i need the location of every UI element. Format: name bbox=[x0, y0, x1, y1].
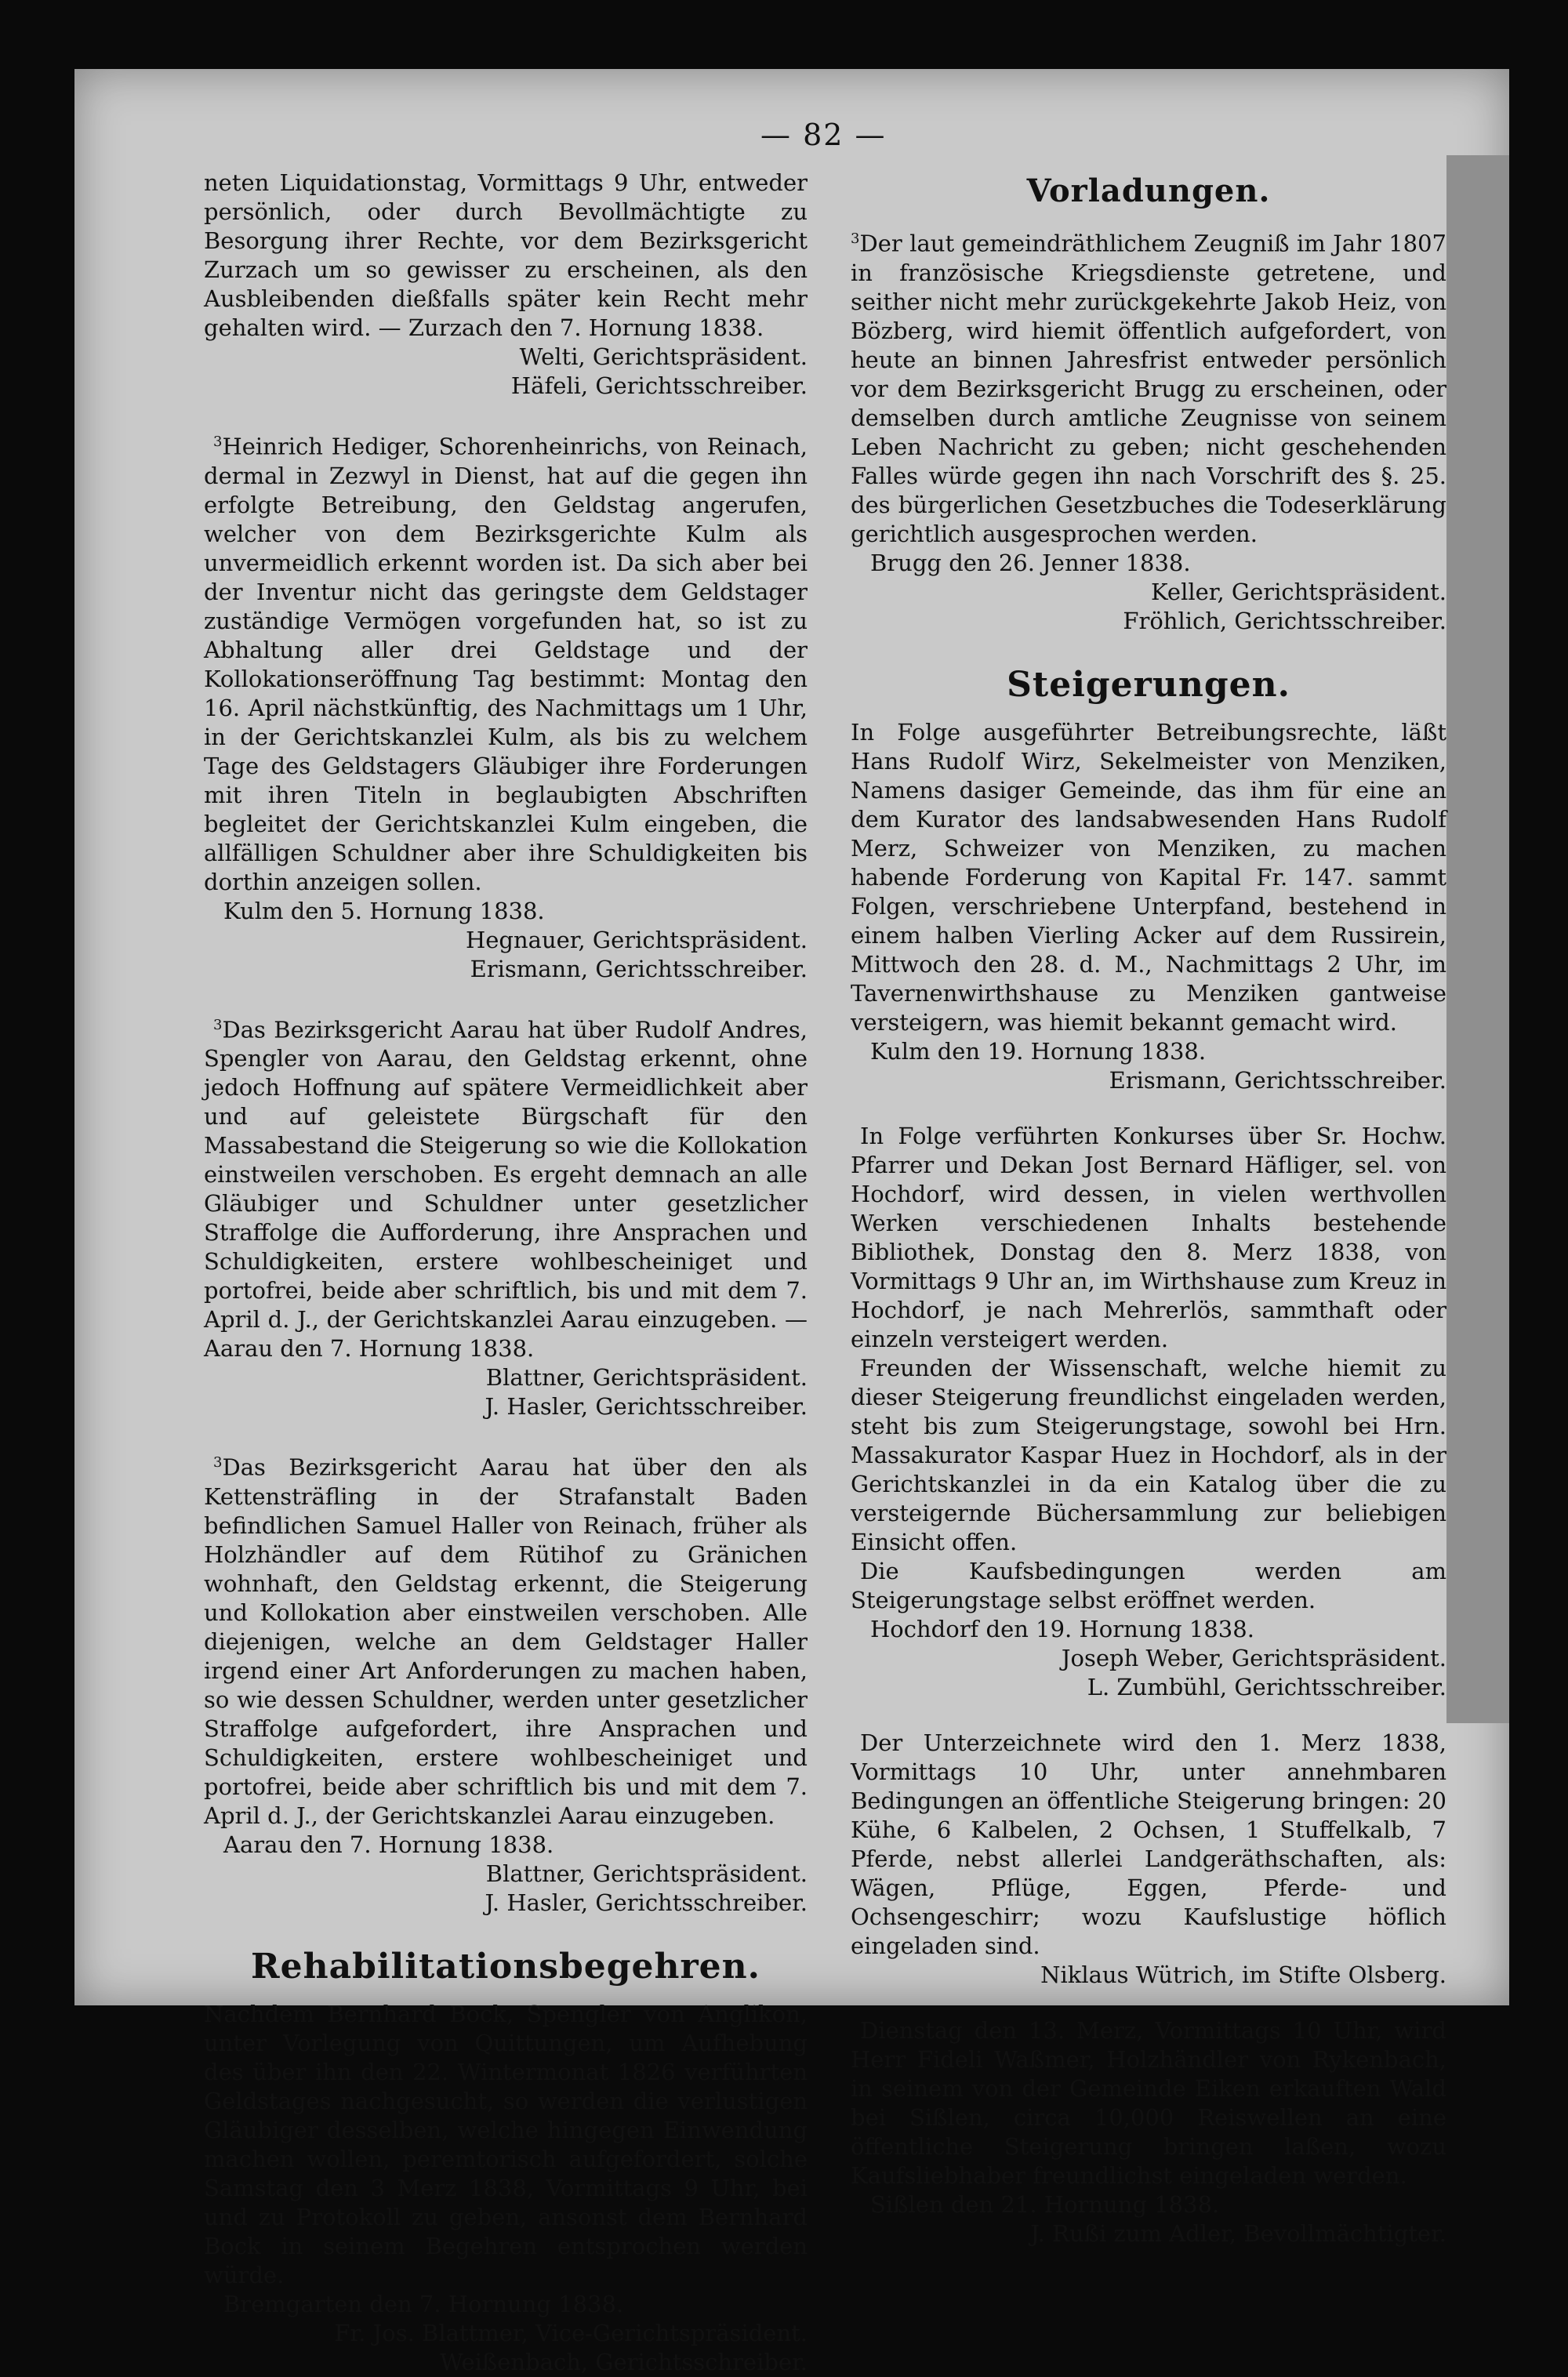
notice-date: Bremgarten den 7. Hornung 1838. bbox=[223, 2290, 624, 2317]
signature: J. Hasler, Gerichtsschreiber. bbox=[485, 1393, 808, 1421]
notice-mark: 3 bbox=[213, 434, 223, 450]
signature: L. Zumbühl, Gerichtsschreiber. bbox=[1087, 1673, 1446, 1700]
notice-haefliger-2: Freunden der Wissenschaft, welche hiemit zu dieser Steigerung freundlichst eingeladen werden, steht bis zum Steigerungstage, sowohl bei Hrn. Massakurator Kaspar Huez in Hochdorf, als in der Gerichtskanzlei in da ein Katalog über die zu versteigernde Büchersammlung zur beliebigen Einsicht offen. bbox=[851, 1354, 1446, 1555]
signature: Hegnauer, Gerichtspräsident. bbox=[465, 926, 808, 953]
notice-text: Der laut gemeindräthlichem Zeugniß im Jahr 1807 in französische Kriegsdienste getretene, und seither nicht mehr zurückgekehrte Jakob Heiz, von Bözberg, wird hiemit öffentlich aufgefordert, von heute an binnen Jahresfrist entweder persönlich vor dem Bezirksgericht Brugg zu erscheinen, oder demselben durch amtliche Zeugnisse von seinem Leben Nachricht zu geben; nicht geschehenden Falles würde gegen ihn nach Vorschrift des §. 25. des bürgerlichen Gesetzbuches die Todeserklärung gerichtlich ausgesprochen werden. bbox=[851, 230, 1446, 547]
notice-text: Heinrich Hediger, Schorenheinrichs, von Reinach, dermal in Zezwyl in Dienst, hat auf die gegen ihn erfolgte Betreibung, den Geldstag angerufen, welcher von dem Bezirksgerichte Kulm als unvermeidlich erkennt worden ist. Da sich aber bei der Inventur nicht das geringste dem Geldstager zuständige Vermögen vorgefunden hat, so ist zu Abhaltung aller drei Geldstage und der Kollokationseröffnung Tag bestimmt: Montag den 16. April nächstkünftig, des Nachmittags um 1 Uhr, in der Gerichtskanzlei Kulm, als bis zu welchem Tage des Geldstagers Gläubiger ihre Forderungen mit ihren Titeln in beglaubigten Abschriften begleitet der Gerichtskanzlei Kulm eingeben, die allfälligen Schuldner aber ihre Schuldigkeiten bis dorthin anzeigen sollen. bbox=[204, 433, 808, 895]
notice-haller bbox=[204, 1448, 808, 1831]
notice-continuation: neten Liquidationstag, Vormittags 9 Uhr, entweder persönlich, oder durch Bevollmächtigte zu Besorgung ihrer Rechte, vor dem Bezirksgericht Zurzach um so gewisser zu erscheinen, als den Ausbleibenden dießfalls später kein Recht mehr gehalten wird. — Zurzach den 7. Hornung 1838. bbox=[204, 169, 808, 341]
page-number: — 82 — bbox=[760, 118, 887, 152]
signature: J. Rußi zum Adler, Bevollmächtigter. bbox=[1030, 2219, 1446, 2247]
notice-haefliger-3: Die Kaufsbedingungen werden am Steigerungstage selbst eröffnet werden. bbox=[851, 1557, 1446, 1613]
left-column bbox=[204, 169, 808, 2377]
notice-hediger bbox=[204, 427, 808, 897]
signature: Welti, Gerichtspräsident. bbox=[519, 343, 808, 370]
signature: Erismann, Gerichtsschreiber. bbox=[470, 955, 808, 982]
signature: Blattner, Gerichtspräsident. bbox=[485, 1860, 808, 1887]
notice-wirz: In Folge ausgeführter Betreibungsrechte, läßt Hans Rudolf Wirz, Sekelmeister von Menziken, Namens dasiger Gemeinde, das ihm für eine an dem Kurator des landsabwesenden Hans Rudolf Merz, Schweizer von Menziken, zu machen habende Forderung von Kapital Fr. 147. sammt Folgen, verschriebene Unterpfand, bestehend in einem halben Vierling Acker auf dem Russirein, Mittwoch den 28. d. M., Nachmittags 2 Uhr, im Tavernenwirthshause zu Menziken gantweise versteigern, was hiemit bekannt gemacht wird. bbox=[851, 718, 1446, 1036]
signature: Weißenbach, Gerichtsschreiber. bbox=[440, 2348, 808, 2375]
notice-wassmer: Dienstag den 13. Merz, Vormittags 10 Uhr, wird Herr Fideli Waßmer, Holzhändler von Rykenbach, in seinem von der Gemeinde Eiken erkauften Wald bei Sißlen, circa 10,000 Reiswellen an eine öffentliche Steigerung bringen laßen, wozu Kaufsliebhaber freundlichst eingeladen werden. bbox=[851, 2016, 1446, 2189]
notice-mark: 3 bbox=[213, 1454, 223, 1472]
notice-date: Sißlen den 21. Hornung 1838. bbox=[870, 2190, 1220, 2218]
notice-text: Das Bezirksgericht Aarau hat über Rudolf Andres, Spengler von Aarau, den Geldstag erkennt, ohne jedoch Hoffnung auf spätere Vermeidlichkeit aber und auf geleistete Bürgschaft für den Massabestand die Steigerung so wie die Kollokation einstweilen verschoben. Es ergeht demnach an alle Gläubiger und Schuldner unter gesetzlicher Straffolge die Aufforderung, ihre Ansprachen und Schuldigkeiten, erstere wohlbescheiniget und portofrei, beide aber schriftlich, bis und mit dem 7. April d. J., der Gerichtskanzlei Aarau einzugeben. — Aarau den 7. Hornung 1838. bbox=[204, 1016, 808, 1363]
notice-mark: 3 bbox=[851, 230, 860, 247]
notice-date: Kulm den 5. Hornung 1838. bbox=[223, 897, 545, 924]
signature: Fr. Jos. Blattmer, Vice-Gerichtspräsident. bbox=[334, 2319, 808, 2346]
notice-mark: 3 bbox=[213, 1016, 223, 1033]
signature: Keller, Gerichtspräsident. bbox=[1151, 578, 1446, 605]
signature: Joseph Weber, Gerichtspräsident. bbox=[1061, 1644, 1446, 1671]
signature: Häfeli, Gerichtsschreiber. bbox=[510, 372, 808, 399]
signature: J. Hasler, Gerichtsschreiber. bbox=[485, 1889, 808, 1916]
notice-date: Brugg den 26. Jenner 1838. bbox=[870, 549, 1191, 576]
signature: Erismann, Gerichtsschreiber. bbox=[1109, 1066, 1446, 1094]
notice-date: Kulm den 19. Hornung 1838. bbox=[870, 1037, 1207, 1065]
right-column bbox=[851, 169, 1446, 2248]
notice-bock: Nachdem Bernhard Bock, Spengler von Anglikon, unter Vorlegung von Quittungen, um Aufhebung des über ihn den 22. Wintermonat 1826 verführten Geldstages nachgesucht, so werden die verlustigen Gläubiger desselben, welche hingegen Einwendung machen wollen, peremtorisch aufgefordert, solche Samstag den 3 Merz 1838, Vormittags 9 Uhr, bei und zu Protokoll zu geben, ansonst dem Bernhard Bock in seinem Begehren entsprochen werden würde. bbox=[204, 2000, 808, 2288]
notice-heiz bbox=[851, 224, 1446, 549]
section-heading-rehabilitation: Rehabilitationsbegehren. bbox=[251, 1946, 760, 1987]
notice-date: Hochdorf den 19. Hornung 1838. bbox=[870, 1615, 1254, 1642]
signature: Fröhlich, Gerichtsschreiber. bbox=[1123, 607, 1446, 634]
notice-date: Aarau den 7. Hornung 1838. bbox=[223, 1831, 554, 1858]
section-heading-steigerungen: Steigerungen. bbox=[1007, 664, 1290, 705]
notice-text: Das Bezirksgericht Aarau hat über den als Kettensträfling in der Strafanstalt Baden befindlichen Samuel Haller von Reinach, früher als Holzhändler auf dem Rütihof zu Gränichen wohnhaft, den Geldstag erkennt, die Steigerung und Kollokation aber einstweilen verschoben. Alle diejenigen, welche an dem Geldstager Haller irgend einer Art Anforderungen zu machen haben, so wie dessen Schuldner, werden unter gesetzlicher Straffolge aufgefordert, ihre Ansprachen und Schuldigkeiten, erstere wohlbescheiniget und portofrei, beide aber schriftlich bis und mit dem 7. April d. J., der Gerichtskanzlei Aarau einzugeben. bbox=[204, 1453, 808, 1829]
section-heading-vorladungen: Vorladungen. bbox=[1026, 172, 1271, 209]
signature: Niklaus Wütrich, im Stifte Olsberg. bbox=[1040, 1961, 1446, 1988]
notice-andres bbox=[204, 1011, 808, 1364]
signature: Blattner, Gerichtspräsident. bbox=[485, 1364, 808, 1392]
notice-wuetrich: Der Unterzeichnete wird den 1. Merz 1838, Vormittags 10 Uhr, unter annehmbaren Bedingungen an öffentliche Steigerung bringen: 20 Kühe, 6 Kalbelen, 2 Ochsen, 1 Stuffelkalb, 7 Pferde, nebst allerlei Landgeräthschaften, als: Wägen, Pflüge, Eggen, Pferde- und Ochsengeschirr; wozu Kaufslustige höflich eingeladen sind. bbox=[851, 1729, 1446, 1959]
notice-haefliger: In Folge verführten Konkurses über Sr. Hochw. Pfarrer und Dekan Jost Bernard Häfliger, sel. von Hochdorf, wird dessen, in vielen werthvollen Werken verschiedenen Inhalts bestehende Bibliothek, Donstag den 8. Merz 1838, von Vormittags 9 Uhr an, im Wirthshause zum Kreuz in Hochdorf, je nach Mehrerlös, sammthaft oder einzeln versteigert werden. bbox=[851, 1122, 1446, 1352]
page-edge bbox=[1446, 155, 1509, 1723]
